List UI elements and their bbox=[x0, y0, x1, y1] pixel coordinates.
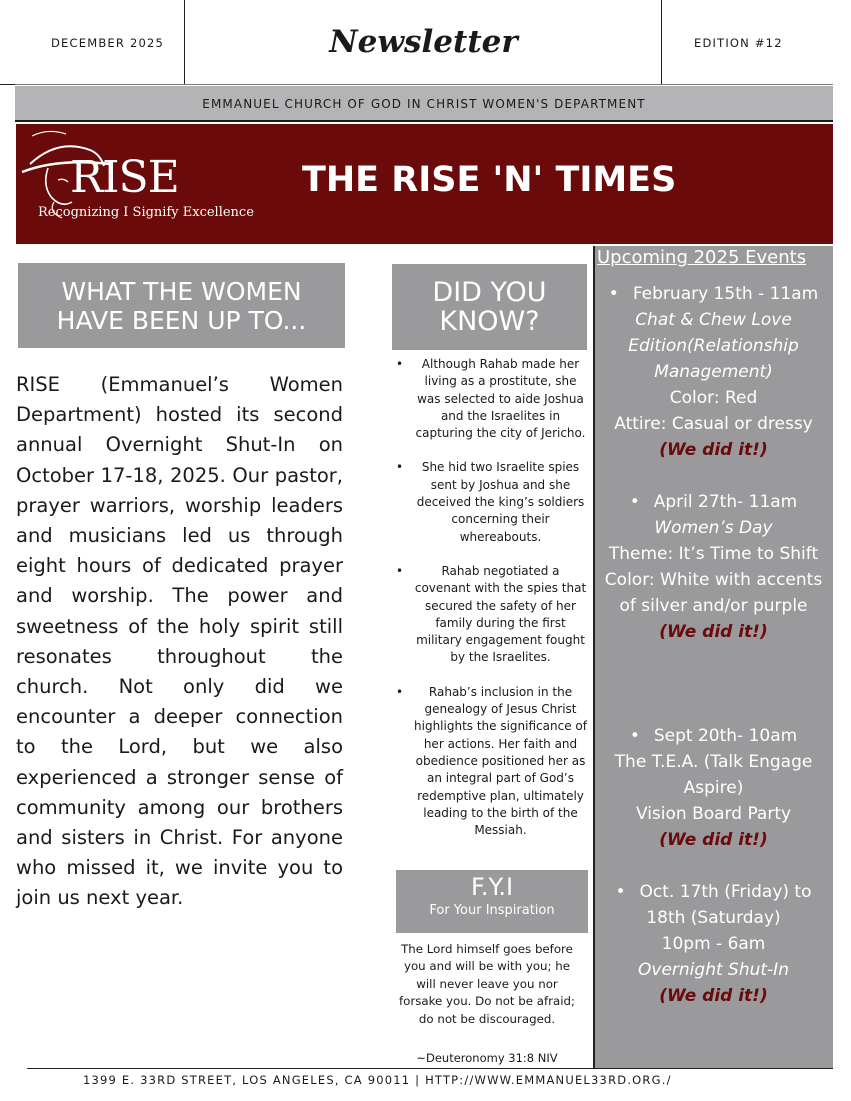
section-heading-women: WHAT THE WOMEN HAVE BEEN UP TO... bbox=[18, 263, 345, 348]
church-name: EMMANUEL CHURCH OF GOD IN CHRIST WOMEN'S DEPARTMENT bbox=[15, 86, 833, 122]
facts-list bbox=[392, 356, 587, 856]
divider bbox=[0, 84, 15, 85]
status-badge: (We did it!) bbox=[659, 622, 768, 642]
divider bbox=[15, 84, 833, 85]
masthead-title: Newsletter bbox=[329, 24, 518, 60]
event-item: • Sept 20th- 10am The T.E.A. (Talk Engage Aspire) Vision Board Party (We did it!) bbox=[594, 723, 833, 853]
event-item: • February 15th - 11am Chat & Chew Love Edition(Relationship Management) Color: Red Attire: Casual or dressy (We did it!) bbox=[594, 281, 833, 463]
status-badge: (We did it!) bbox=[659, 830, 768, 850]
masthead bbox=[0, 0, 851, 84]
list-item: • Rahab negotiated a covenant with the spies that secured the safety of her family during the first military engagement fought by the Israelites. bbox=[392, 563, 587, 667]
events-title: Upcoming 2025 Events bbox=[597, 247, 807, 268]
status-badge: (We did it!) bbox=[659, 986, 768, 1006]
edition-number: EDITION #12 bbox=[694, 36, 783, 50]
issue-date: DECEMBER 2025 bbox=[51, 36, 165, 50]
women-article-body: RISE (Emmanuel’s Women Department) hosted its second annual Overnight Shut-In on October 17-18, 2025. Our pastor, prayer warriors, worship leaders and musicians led us through eight hours of dedicated prayer and worship. The power and sweetness of the holy spirit still resonates throughout the church. Not only did we encounter a deeper connection to the Lord, but we also experienced a stronger sense of community among our brothers and sisters in Christ. For anyone who missed it, we invite you to join us next year. bbox=[16, 373, 343, 910]
fyi-verse: The Lord himself goes before you and will be with you; he will never leave you nor forsake you. Do not be afraid; do not be discouraged. bbox=[398, 942, 575, 1026]
fyi-title: F.Y.I bbox=[470, 873, 514, 901]
newsletter-title: THE RISE 'N' TIMES bbox=[302, 160, 677, 200]
logo-tagline: Recognizing I Signify Excellence bbox=[38, 205, 254, 220]
event-item: • Oct. 17th (Friday) to 18th (Saturday) 10pm - 6am Overnight Shut-In (We did it!) bbox=[594, 879, 833, 1009]
list-item: • She hid two Israelite spies sent by Joshua and she deceived the king’s soldiers concerning their whereabouts. bbox=[392, 459, 587, 545]
list-item: • Although Rahab made her living as a prostitute, she was selected to aide Joshua and the Israelites in capturing the city of Jericho. bbox=[392, 356, 587, 442]
divider bbox=[184, 0, 185, 84]
event-item: • April 27th- 11am Women’s Day Theme: It’s Time to Shift Color: White with accents of silver and/or purple (We did it!) bbox=[594, 489, 833, 645]
divider bbox=[27, 1068, 833, 1069]
section-heading-did-you-know: DID YOU KNOW? bbox=[392, 264, 587, 350]
status-badge: (We did it!) bbox=[659, 440, 768, 460]
fyi-heading bbox=[396, 870, 588, 933]
fyi-subtitle: For Your Inspiration bbox=[429, 903, 555, 918]
footer-address: 1399 E. 33RD STREET, LOS ANGELES, CA 90011 | HTTP://WWW.EMMANUEL33RD.ORG./ bbox=[83, 1073, 672, 1087]
divider bbox=[661, 0, 662, 84]
fyi-reference: ~Deuteronomy 31:8 NIV bbox=[416, 1051, 558, 1065]
logo-word: RISE bbox=[70, 152, 179, 203]
list-item: • Rahab’s inclusion in the genealogy of Jesus Christ highlights the significance of her actions. Her faith and obedience positioned her as an integral part of God’s redemptive plan, ultimately leading to the birth of the Messiah. bbox=[392, 684, 587, 840]
